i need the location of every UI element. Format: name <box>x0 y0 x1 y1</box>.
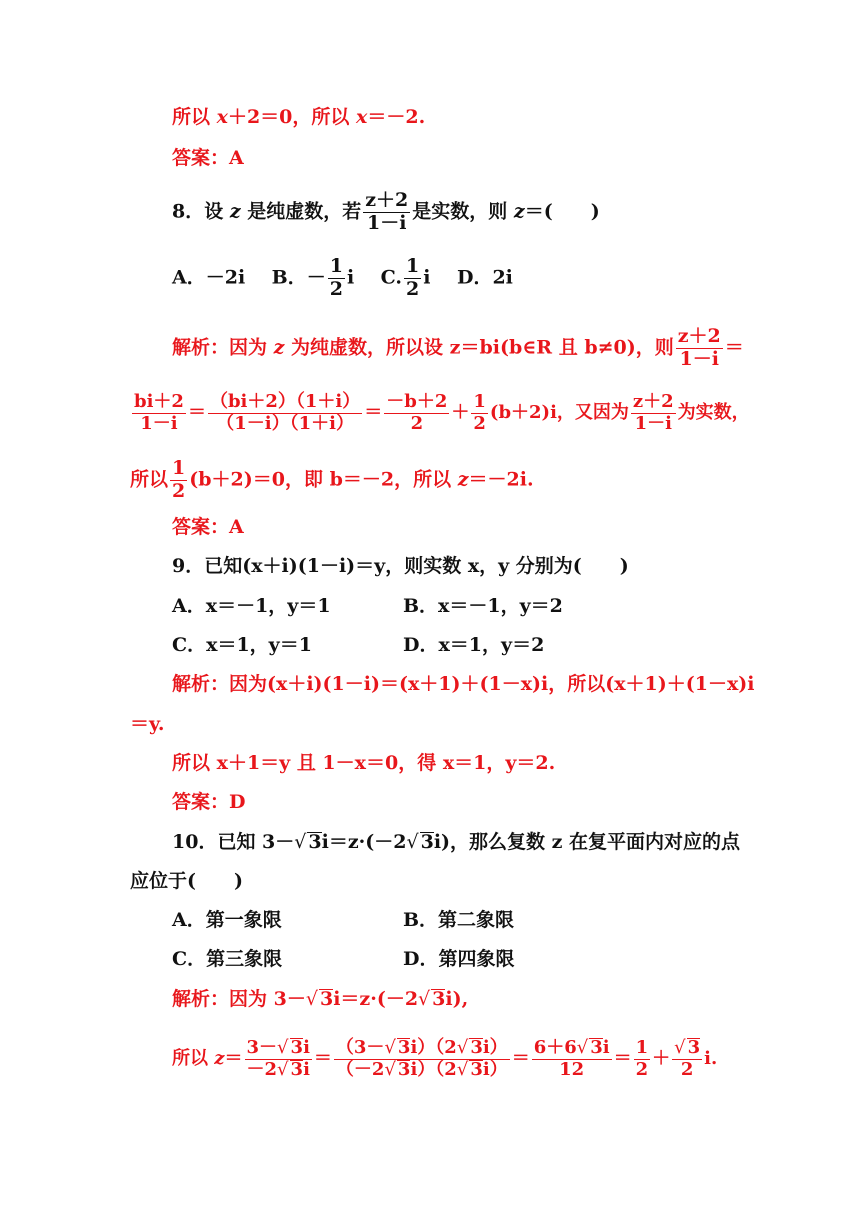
solution-line: ＝y. <box>130 713 165 735</box>
option-b: B．第二象限 <box>403 909 515 931</box>
solution-line: 所以 z＝ $\frac{3-√ 3i}{-2√ 3i}$ ＝ $\frac{(3-√ 3i)(2√ 3i)}{(-2√ 3i)(2√ 3i)}$ ＝ $\frac{6+6√ 3i}{12}$ ＝ $\frac{1}{2}$ ＋ $\frac{√ 3}{2}$ i. <box>172 1037 718 1080</box>
solution-line: 所以 x＋2＝0，所以 x＝－2. <box>172 106 426 128</box>
question-options: A．－2i B．－ $\frac{1}{2}$ i C. $\frac{1}{2}$ i D．2i <box>172 255 513 300</box>
solution-line: 所以 $\frac{1}{2}$ (b＋2)＝0，即 b＝－2，所以 z＝－2i. <box>130 457 534 502</box>
question-stem: 9．已知(x＋i)(1－i)＝y，则实数 x，y 分别为( ) <box>172 555 629 577</box>
question-stem: 应位于( ) <box>130 870 243 892</box>
solution-line: 解析：因为 z 为纯虚数，所以设 z＝bi(b∈R 且 b≠0)，则 $\frac{z+2}{1-i}$ ＝ <box>172 325 744 370</box>
option-c: C．第三象限 <box>172 948 283 970</box>
answer-line: 答案：A <box>172 516 244 538</box>
solution-line: 解析：因为 3－√ 3i＝z·(－2√ 3i), <box>172 988 469 1010</box>
option-a: A．x＝－1，y＝1 <box>172 595 331 617</box>
option-c: C．x＝1，y＝1 <box>172 634 312 656</box>
option-a: A．第一象限 <box>172 909 282 931</box>
option-b: B．x＝－1，y＝2 <box>403 595 563 617</box>
solution-line: 解析：因为(x＋i)(1－i)＝(x＋1)＋(1－x)i，所以(x＋1)＋(1－x)i <box>172 673 755 695</box>
question-stem: 10．已知 3－√ 3i＝z·(－2√ 3i)，那么复数 z 在复平面内对应的点 <box>172 831 741 853</box>
solution-line: 所以 x＋1＝y 且 1－x＝0，得 x＝1，y＝2. <box>172 752 556 774</box>
fraction: $\frac{z+2}{1-i}$ <box>365 189 409 234</box>
solution-line: $\frac{bi+2}{1-i}$ ＝ $\frac{(bi+2)(1+i)}{(1-i)(1+i)}$ ＝ $\frac{-b+2}{2}$ ＋ $\frac{1}{2}$ (b＋2)i，又因为 $\frac{z+2}{1-i}$ 为实数， <box>134 391 750 434</box>
option-d: D．x＝1，y＝2 <box>403 634 545 656</box>
option-d: D．第四象限 <box>403 948 515 970</box>
answer-line: 答案：D <box>172 791 246 813</box>
question-stem: 8．设 z 是纯虚数，若 $\frac{z+2}{1-i}$ 是实数，则 z＝( ) <box>172 189 600 234</box>
answer-line: 答案：A <box>172 147 244 169</box>
